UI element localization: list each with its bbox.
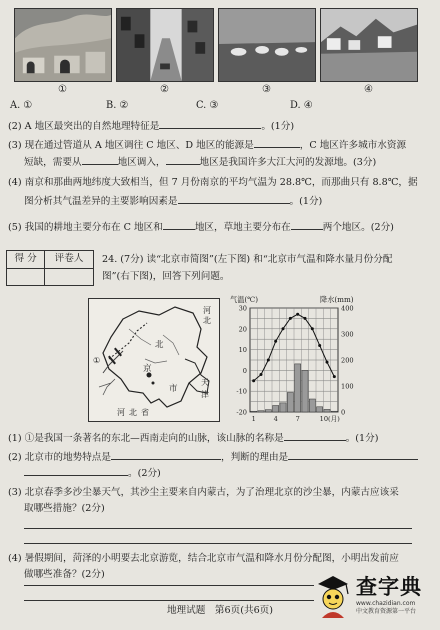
question-24-line2 <box>102 271 440 283</box>
precip-tick-label: 300 <box>341 330 354 339</box>
precip-tick-label: 0 <box>341 408 346 417</box>
precip-bar <box>324 409 330 412</box>
q24-1-score: 。(1分) <box>345 433 379 444</box>
temperature-point <box>326 361 329 364</box>
q24-text-2: 图”(右下图)，回答下列问题。 <box>102 271 230 282</box>
score-table <box>6 250 94 286</box>
watermark-url: www.chazidian.com <box>356 600 416 607</box>
grader-cell[interactable] <box>45 268 94 286</box>
q3-text-2: ，C 地区许多城市水资源 <box>299 140 407 151</box>
question-24-2-line1 <box>8 450 440 464</box>
photo-3 <box>218 8 316 82</box>
q3-answer-blank-3[interactable] <box>166 155 200 165</box>
precip-bar <box>280 403 286 412</box>
q24-2-text-1: (2) 北京市的地势特点是 <box>8 452 111 463</box>
temperature-point <box>274 340 277 343</box>
q4-answer-blank[interactable] <box>178 194 290 204</box>
q2-text: (2) A 地区最突出的自然地理特征是 <box>8 121 160 132</box>
q5-text-3: 两个地区。(2分) <box>322 222 394 233</box>
watermark-title: 查字典 <box>356 575 422 599</box>
option-a[interactable]: A. ① <box>10 100 33 111</box>
question-3-line1 <box>8 138 440 152</box>
photo-label-1: ① <box>58 84 67 95</box>
question-24-1 <box>8 431 440 445</box>
option-b[interactable]: B. ② <box>106 100 129 111</box>
photo-label-4: ④ <box>364 84 373 95</box>
temperature-point <box>252 379 255 382</box>
q24-2-score: 。(2分) <box>128 468 161 479</box>
question-24-4-line1 <box>8 553 440 565</box>
precip-bar <box>309 399 315 412</box>
q5-answer-blank-2[interactable] <box>291 220 323 230</box>
question-24-3-line2 <box>24 503 440 515</box>
map-label-bei-3: 北 <box>129 408 137 417</box>
precip-bar <box>273 406 279 413</box>
q24-4-text-2: 做哪些准备？(2分) <box>24 569 105 580</box>
temp-tick-label: -20 <box>236 408 247 417</box>
temperature-point <box>282 327 285 330</box>
temperature-point <box>289 317 292 320</box>
q4-text-1: (4) 南京和那曲两地纬度大致相当，但 7 月份南京的平均气温为 28.8℃，而那曲只有 8.8℃，据 <box>8 177 418 188</box>
q3-text-4: 地区调入， <box>117 157 166 168</box>
map-label-jin: 津 <box>201 390 209 399</box>
temp-tick-label: 30 <box>238 304 247 313</box>
precip-bar <box>258 411 264 412</box>
question-3-line2 <box>24 155 440 169</box>
q24-text-1: 24. (7分) 读“北京市简图”(左下图) 和“北京市气温和降水量月份分配 <box>102 254 393 265</box>
precip-bar <box>251 411 257 412</box>
q2-score: 。(1分) <box>261 121 295 132</box>
q24-2-answer-blank-1[interactable] <box>111 450 221 460</box>
precip-bar <box>287 393 293 413</box>
chart-grid <box>250 308 338 412</box>
option-d[interactable]: D. ④ <box>290 100 313 111</box>
question-4-line1 <box>8 177 440 189</box>
q3-text-5: 地区是我国许多大江大河的发源地。(3分) <box>199 157 377 168</box>
q4-score: 。(1分) <box>289 196 323 207</box>
q24-1-text: (1) ①是我国一条著名的东北—西南走向的山脉，该山脉的名称是 <box>8 433 284 444</box>
question-2 <box>8 119 440 133</box>
month-tick-label: 7 <box>295 415 300 423</box>
option-c[interactable]: C. ③ <box>196 100 219 111</box>
temperature-point <box>311 327 314 330</box>
q24-4-answer-line-1[interactable] <box>24 585 314 586</box>
q5-answer-blank-1[interactable] <box>163 220 195 230</box>
q5-text-2: 地区，草地主要分布在 <box>194 222 291 233</box>
month-tick-label: 10(月) <box>319 415 340 423</box>
temp-tick-label: 0 <box>242 366 247 375</box>
score-cell[interactable] <box>7 268 45 286</box>
question-24-2-line2 <box>24 466 440 480</box>
mascot-icon <box>312 572 354 620</box>
beijing-map <box>88 298 220 422</box>
temp-tick-label: -10 <box>236 387 247 396</box>
climate-chart <box>224 294 366 426</box>
question-24-line1 <box>102 254 440 266</box>
map-label-bei-1: 北 <box>203 316 211 325</box>
q3-text-3: 短缺，需要从 <box>24 157 82 168</box>
temp-tick-label: 10 <box>238 346 247 355</box>
precip-axis-title: 降水(mm) <box>320 295 354 304</box>
precip-bar <box>295 364 301 412</box>
photo-1 <box>14 8 112 82</box>
q24-3-text-1: (3) 北京春季多沙尘暴天气，其沙尘主要来自内蒙古，为了治理北京的沙尘暴，内蒙古应该采 <box>8 487 399 498</box>
page-footer: 地理试题 第6页(共6页) <box>166 605 274 616</box>
watermark-slogan: 中文教育资源第一平台 <box>356 608 417 615</box>
q24-1-answer-blank[interactable] <box>284 431 346 441</box>
temperature-point <box>260 373 263 376</box>
map-label-he-1: 河 <box>203 306 211 315</box>
temperature-point <box>296 313 299 316</box>
q3-text-1: (3) 现在通过管道从 A 地区调往 C 地区、D 地区的能源是 <box>8 140 254 151</box>
photo-label-3: ③ <box>262 84 271 95</box>
precip-bar <box>302 370 308 412</box>
q5-text-1: (5) 我国的耕地主要分布在 C 地区和 <box>8 222 163 233</box>
map-label-mountain-1: ① <box>93 356 101 365</box>
chazidian-watermark <box>312 572 434 622</box>
precip-bar <box>265 410 271 412</box>
photo-label-2: ② <box>160 84 169 95</box>
q24-4-answer-line-2[interactable] <box>24 600 314 601</box>
q24-3-answer-line-1[interactable] <box>24 528 412 529</box>
precip-bar <box>317 407 323 412</box>
q24-2-answer-blank-3[interactable] <box>24 466 128 476</box>
score-header: 得 分 <box>7 251 45 269</box>
q24-2-text-2: ，判断的理由是 <box>220 452 289 463</box>
q24-2-answer-blank-2[interactable] <box>288 450 418 460</box>
question-5 <box>8 220 440 234</box>
precip-tick-label: 400 <box>341 304 354 313</box>
question-24-3-line1 <box>8 487 440 499</box>
photo-2 <box>116 8 214 82</box>
precip-tick-label: 100 <box>341 382 354 391</box>
temperature-point <box>318 344 321 347</box>
map-label-tian: 天 <box>201 378 209 387</box>
q24-3-answer-line-2[interactable] <box>24 543 412 544</box>
map-label-he-2: 河 <box>117 408 125 417</box>
q24-3-text-2: 取哪些措施？(2分) <box>24 503 105 514</box>
q3-answer-blank-2[interactable] <box>82 155 118 165</box>
map-label-bei-2: 北 <box>155 340 164 350</box>
map-label-shi: 市 <box>169 384 178 394</box>
temperature-point <box>333 375 336 378</box>
question-4-line2 <box>24 194 440 208</box>
month-tick-label: 4 <box>273 415 278 423</box>
temp-tick-label: 20 <box>238 325 247 334</box>
photo-4 <box>320 8 418 82</box>
q2-answer-blank[interactable] <box>159 119 261 129</box>
precip-tick-label: 200 <box>341 356 354 365</box>
q24-4-text-1: (4) 暑假期间，菏泽的小明要去北京游览，结合北京市气温和降水月份分配图，小明出发前应 <box>8 553 399 564</box>
temperature-point <box>304 317 307 320</box>
q3-answer-blank-1[interactable] <box>254 138 300 148</box>
grader-header: 评卷人 <box>45 251 94 269</box>
map-label-sheng: 省 <box>141 408 149 417</box>
precip-bar <box>331 411 337 412</box>
temp-axis-title: 气温(℃) <box>230 295 259 304</box>
map-label-jing: 京 <box>143 364 152 374</box>
temperature-point <box>267 359 270 362</box>
answer-options <box>0 100 440 114</box>
q4-text-2: 图分析其气温差异的主要影响因素是 <box>24 196 178 207</box>
month-tick-label: 1 <box>251 415 256 423</box>
